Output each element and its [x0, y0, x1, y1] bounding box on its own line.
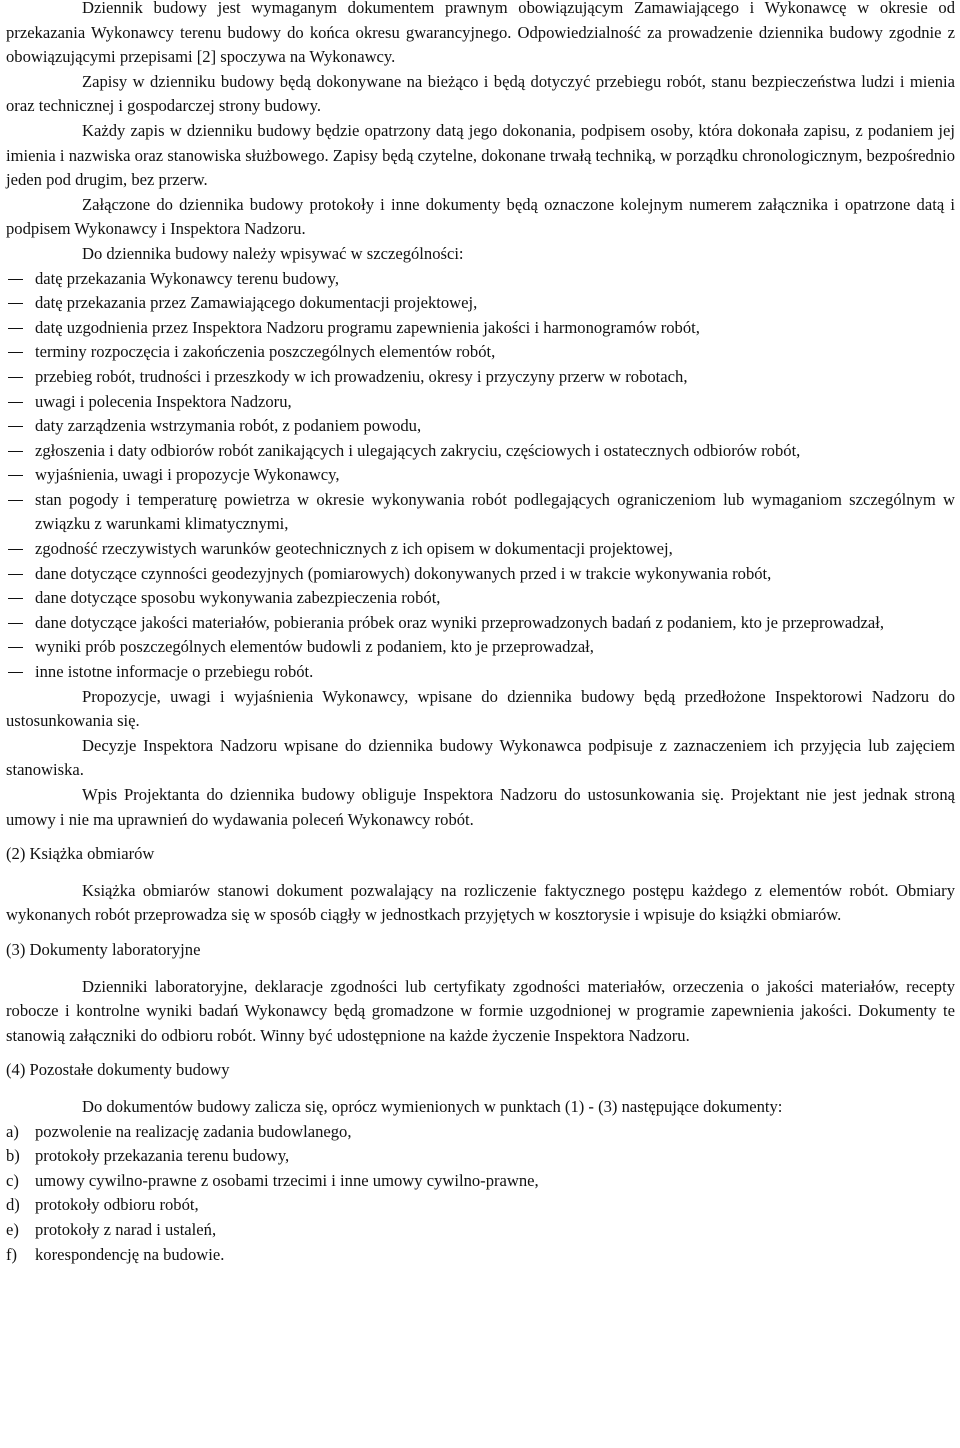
- list-item: zgodność rzeczywistych warunków geotechnicznych z ich opisem w dokumentacji projektowej,: [6, 537, 955, 562]
- list-item: terminy rozpoczęcia i zakończenia poszczególnych elementów robót,: [6, 340, 955, 365]
- list-item: dane dotyczące czynności geodezyjnych (pomiarowych) dokonywanych przed i w trakcie wykonywania robót,: [6, 562, 955, 587]
- section-heading-other-documents: (4) Pozostałe dokumenty budowy: [6, 1060, 230, 1080]
- list-item: inne istotne informacje o przebiegu robót.: [6, 660, 955, 685]
- list-item: [6, 1169, 955, 1194]
- paragraph-other-documents: Do dokumentów budowy zalicza się, oprócz wymienionych w punktach (1) - (3) następujące dokumenty:: [82, 1096, 783, 1116]
- list-item-label: e): [6, 1219, 19, 1239]
- list-item: dane dotyczące sposobu wykonywania zabezpieczenia robót,: [6, 586, 955, 611]
- other-documents-list: [6, 1120, 955, 1268]
- section-heading-lab-documents: (3) Dokumenty laboratoryjne: [6, 939, 201, 959]
- list-item: zgłoszenia i daty odbiorów robót zanikających i ulegających zakryciu, częściowych i ostatecznych odbiorów robót,: [6, 439, 955, 464]
- list-item: datę uzgodnienia przez Inspektora Nadzoru programu zapewnienia jakości i harmonogramów robót,: [6, 316, 955, 341]
- list-item-text: pozwolenie na realizację zadania budowlanego,: [35, 1121, 352, 1141]
- section-heading-measurement-book: (2) Książka obmiarów: [6, 844, 155, 864]
- list-item: datę przekazania Wykonawcy terenu budowy,: [6, 267, 955, 292]
- list-item: [6, 1193, 955, 1218]
- paragraph-attachments: Załączone do dziennika budowy protokoły i inne dokumenty będą oznaczone kolejnym numerem załącznika i opatrzone datą i podpisem Wykonawcy i Inspektora Nadzoru.: [6, 194, 955, 239]
- paragraph-proposals: Propozycje, uwagi i wyjaśnienia Wykonawcy, wpisane do dziennika budowy będą przedłożone Inspektorowi Nadzoru do ustosunkowania się.: [6, 686, 955, 731]
- list-item: [6, 1120, 955, 1145]
- list-item-label: b): [6, 1146, 20, 1166]
- list-item-label: c): [6, 1170, 19, 1190]
- list-item-text: protokoły z narad i ustaleń,: [35, 1219, 217, 1239]
- list-item-text: protokoły przekazania terenu budowy,: [35, 1146, 290, 1166]
- paragraph-list-intro: Do dziennika budowy należy wpisywać w szczególności:: [82, 243, 464, 263]
- list-item: [6, 1243, 955, 1268]
- paragraph-entry-format: Każdy zapis w dzienniku budowy będzie opatrzony datą jego dokonania, podpisem osoby, która dokonała zapisu, z podaniem jej imienia i nazwiska oraz stanowiska służbowego. Zapisy będą czytelne, dokonane trwałą techniką, w porządku chronologicznym, bezpośrednio jeden pod drugim, bez przerw.: [6, 120, 955, 190]
- list-item: datę przekazania przez Zamawiającego dokumentacji projektowej,: [6, 291, 955, 316]
- list-item: wyjaśnienia, uwagi i propozycje Wykonawcy,: [6, 463, 955, 488]
- list-item: daty zarządzenia wstrzymania robót, z podaniem powodu,: [6, 414, 955, 439]
- list-item-text: korespondencję na budowie.: [35, 1244, 225, 1264]
- list-item-label: d): [6, 1195, 20, 1215]
- paragraph-lab-documents: Dzienniki laboratoryjne, deklaracje zgodności lub certyfikaty zgodności materiałów, orzeczenia o jakości materiałów, recepty robocze i kontrolne wyniki badań Wykonawcy będą gromadzone w formie uzgodnionej w programie zapewnienia jakości. Dokumenty te stanowią załączniki do odbioru robót. Winny być udostępnione na każde życzenie Inspektora Nadzoru.: [6, 976, 955, 1045]
- list-item-text: protokoły odbioru robót,: [35, 1195, 199, 1215]
- list-item: [6, 1144, 955, 1169]
- list-item: uwagi i polecenia Inspektora Nadzoru,: [6, 390, 955, 415]
- paragraph-diary-definition: Dziennik budowy jest wymaganym dokumentem prawnym obowiązującym Zamawiającego i Wykonawcę w okresie od przekazania Wykonawcy terenu budowy do końca okresu gwarancyjnego. Odpowiedzialność za prowadzenie dziennika budowy zgodnie z obowiązującymi przepisami [2] spoczywa na Wykonawcy.: [6, 0, 955, 67]
- list-item-text: umowy cywilno-prawne z osobami trzecimi i inne umowy cywilno-prawne,: [35, 1170, 539, 1190]
- list-item: wyniki prób poszczególnych elementów budowli z podaniem, kto je przeprowadzał,: [6, 635, 955, 660]
- list-item-label: a): [6, 1121, 19, 1141]
- diary-entries-list: [6, 267, 955, 685]
- list-item: dane dotyczące jakości materiałów, pobierania próbek oraz wyniki przeprowadzonych badań z podaniem, kto je przeprowadzał,: [6, 611, 955, 636]
- paragraph-decisions: Decyzje Inspektora Nadzoru wpisane do dziennika budowy Wykonawca podpisuje z zaznaczeniem ich przyjęcia lub zajęciem stanowiska.: [6, 735, 955, 780]
- list-item: stan pogody i temperaturę powietrza w okresie wykonywania robót podlegających ograniczeniom lub wymaganiom szczególnym w związku z warunkami klimatycznymi,: [6, 488, 955, 537]
- paragraph-designer-entry: Wpis Projektanta do dziennika budowy obliguje Inspektora Nadzoru do ustosunkowania się. Projektant nie jest jednak stroną umowy i nie ma uprawnień do wydawania poleceń Wykonawcy robót.: [6, 785, 955, 829]
- list-item-label: f): [6, 1244, 18, 1264]
- list-item: przebieg robót, trudności i przeszkody w ich prowadzeniu, okresy i przyczyny przerw w robotach,: [6, 365, 955, 390]
- paragraph-measurement-book: Książka obmiarów stanowi dokument pozwalający na rozliczenie faktycznego postępu każdego z elementów robót. Obmiary wykonanych robót przeprowadza się w sposób ciągły w jednostkach przyjętych w kosztorysie i wpisuje do książki obmiarów.: [6, 880, 955, 925]
- list-item: [6, 1218, 955, 1243]
- paragraph-diary-entries: Zapisy w dzienniku budowy będą dokonywane na bieżąco i będą dotyczyć przebiegu robót, stanu bezpieczeństwa ludzi i mienia oraz technicznej i gospodarczej strony budowy.: [6, 71, 955, 116]
